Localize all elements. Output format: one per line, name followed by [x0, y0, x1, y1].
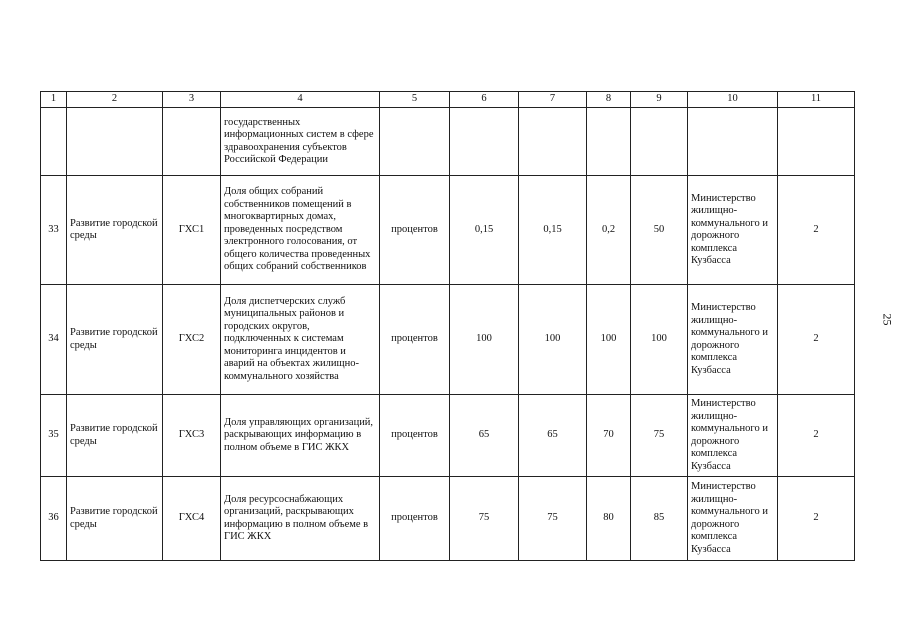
value-col6: 75 — [450, 477, 519, 561]
value-col7: 75 — [519, 477, 587, 561]
column-number: 4 — [221, 92, 380, 108]
value-col9: 85 — [631, 477, 688, 561]
value-col6: 65 — [450, 395, 519, 477]
column-number: 9 — [631, 92, 688, 108]
value-col7: 0,15 — [519, 176, 587, 285]
indicators-table — [40, 91, 855, 561]
column-number: 1 — [41, 92, 67, 108]
value-col11: 2 — [778, 176, 855, 285]
value-col9: 50 — [631, 176, 688, 285]
page-number: 25 — [880, 313, 895, 326]
responsible-body: Министерство жилищно-коммунального и дорожного комплекса Кузбасса — [688, 176, 778, 285]
table-row — [41, 395, 855, 477]
column-number: 7 — [519, 92, 587, 108]
indicator-code: ГХС4 — [163, 477, 221, 561]
indicator-name: Доля управляющих организаций, раскрывающих информацию в полном объеме в ГИС ЖКХ — [221, 395, 380, 477]
value-col8: 100 — [587, 285, 631, 395]
cell — [163, 108, 221, 176]
value-col11: 2 — [778, 285, 855, 395]
column-number: 3 — [163, 92, 221, 108]
unit: процентов — [380, 176, 450, 285]
value-col6: 100 — [450, 285, 519, 395]
column-number-row — [41, 92, 855, 108]
program-name: Развитие городской среды — [67, 176, 163, 285]
row-number: 36 — [41, 477, 67, 561]
value-col6: 0,15 — [450, 176, 519, 285]
cell — [519, 108, 587, 176]
column-number: 8 — [587, 92, 631, 108]
program-name: Развитие городской среды — [67, 477, 163, 561]
value-col11: 2 — [778, 395, 855, 477]
value-col9: 100 — [631, 285, 688, 395]
indicator-code: ГХС2 — [163, 285, 221, 395]
row-number: 35 — [41, 395, 67, 477]
value-col7: 65 — [519, 395, 587, 477]
responsible-body: Министерство жилищно-коммунального и дорожного комплекса Кузбасса — [688, 285, 778, 395]
indicator-code: ГХС3 — [163, 395, 221, 477]
cell — [688, 108, 778, 176]
indicator-name: Доля ресурсоснабжающих организаций, раскрывающих информацию в полном объеме в ГИС ЖКХ — [221, 477, 380, 561]
value-col7: 100 — [519, 285, 587, 395]
cell — [631, 108, 688, 176]
cell — [587, 108, 631, 176]
table-row — [41, 285, 855, 395]
value-col11: 2 — [778, 477, 855, 561]
cell — [450, 108, 519, 176]
table-row — [41, 176, 855, 285]
unit: процентов — [380, 395, 450, 477]
value-col9: 75 — [631, 395, 688, 477]
table-row — [41, 477, 855, 561]
row-number: 34 — [41, 285, 67, 395]
unit: процентов — [380, 477, 450, 561]
unit: процентов — [380, 285, 450, 395]
indicator-code: ГХС1 — [163, 176, 221, 285]
value-col8: 0,2 — [587, 176, 631, 285]
responsible-body: Министерство жилищно-коммунального и дорожного комплекса Кузбасса — [688, 395, 778, 477]
indicator-name-continuation: государственных информационных систем в сфере здравоохранения субъектов Российской Федерации — [221, 108, 380, 176]
continuation-row — [41, 108, 855, 176]
cell — [67, 108, 163, 176]
column-number: 2 — [67, 92, 163, 108]
cell — [380, 108, 450, 176]
column-number: 5 — [380, 92, 450, 108]
cell — [41, 108, 67, 176]
indicator-name: Доля диспетчерских служб муниципальных районов и городских округов, подключенных к системам мониторинга инцидентов и аварий на объектах жилищно-коммунального хозяйства — [221, 285, 380, 395]
column-number: 6 — [450, 92, 519, 108]
program-name: Развитие городской среды — [67, 395, 163, 477]
column-number: 10 — [688, 92, 778, 108]
program-name: Развитие городской среды — [67, 285, 163, 395]
value-col8: 80 — [587, 477, 631, 561]
indicator-name: Доля общих собраний собственников помещений в многоквартирных домах, проведенных посредством электронного голосования, от общего количества проведенных общих собраний собственников — [221, 176, 380, 285]
cell — [778, 108, 855, 176]
column-number: 11 — [778, 92, 855, 108]
responsible-body: Министерство жилищно-коммунального и дорожного комплекса Кузбасса — [688, 477, 778, 561]
value-col8: 70 — [587, 395, 631, 477]
row-number: 33 — [41, 176, 67, 285]
